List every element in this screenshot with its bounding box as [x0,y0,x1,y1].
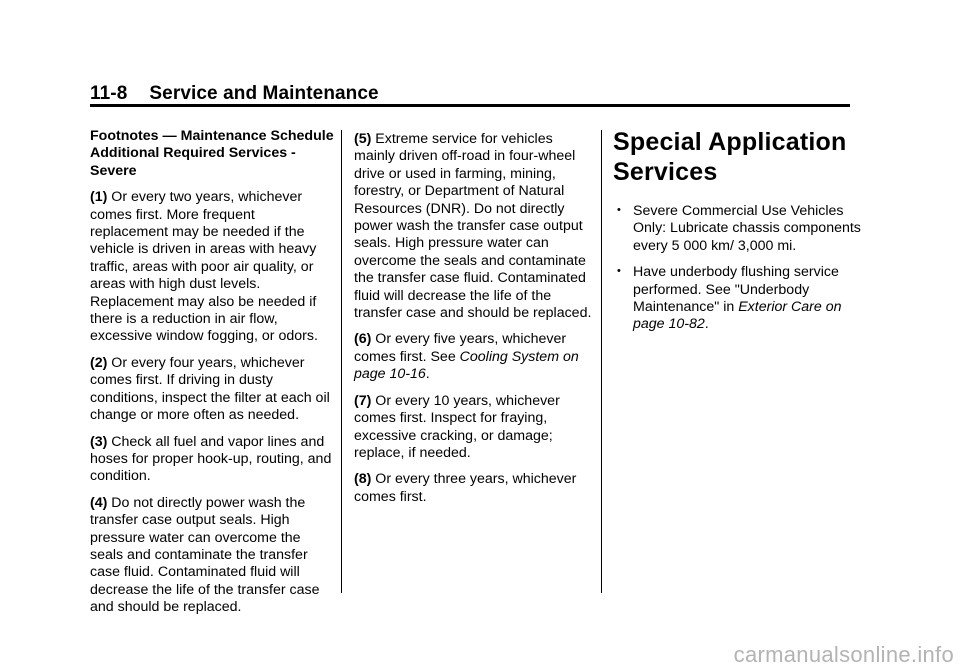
footnote-1 [90,189,335,346]
footnote-marker: (8) [354,471,372,488]
footnote-marker: (6) [354,331,372,348]
footnote-text: Extreme service for vehicles mainly driven off-road in four-wheel drive or used in farming, mining, forestry, or Department of Natural Resources (DNR). Do not directly power wash the transfer case output seals. High pressure water can overcome the seals and contaminate the transfer case fluid. Contaminated fluid will decrease the life of the transfer case and should be replaced. [354,131,592,322]
column-1 [90,128,335,626]
list-item [613,203,861,255]
footnote-text: Or every 10 years, whichever comes first. Inspect for fraying, excessive cracking, or damage; replace, if needed. [354,392,560,461]
column-divider-1 [341,130,342,593]
footnote-6 [354,331,592,383]
section-heading: Special Application Services [613,128,847,186]
footnote-marker: (7) [354,392,372,409]
footnote-5 [354,131,592,322]
footnotes-heading: Footnotes — Maintenance Schedule Additional Required Services - Severe [90,128,334,179]
footnote-marker: (3) [90,433,108,450]
footnote-text: Or every four years, whichever comes first. If driving in dusty conditions, inspect the filter at each oil change or more often as needed. [90,354,330,424]
footnote-marker: (5) [354,131,372,147]
bullet-icon: • [617,265,621,278]
footnote-text: Check all fuel and vapor lines and hoses for proper hook-up, routing, and condition. [90,433,332,485]
list-item-text: Have underbody flushing service performed. See "Underbody Maintenance" in [633,264,839,316]
footnote-text: Or every two years, whichever comes first. More frequent replacement may be needed if the vehicle is driven in areas with heavy traffic, areas with poor air quality, or areas with high dust levels. Replacement may also be needed if there is a reduction in air flow, excessive window fogging, or odors. [90,189,318,345]
footnote-8 [354,471,592,506]
header-rule [90,104,850,107]
column-3 [613,127,861,343]
watermark: carmanualsonline.info [733,642,954,667]
footnote-end: . [425,366,430,383]
footnote-4 [90,495,335,617]
footnote-7 [354,393,592,463]
section-title: Service and Maintenance [149,83,379,104]
bullet-icon: • [617,204,621,216]
services-list [613,203,861,334]
footnote-text: Or every five years, whichever comes first. See [354,331,567,365]
footnote-text: Do not directly power wash the transfer case output seals. High pressure water can overcome the seals and contaminate the transfer case fluid. Contaminated fluid will decrease the life of the transfer case and should be replaced. [90,494,320,616]
cross-reference-link[interactable]: Cooling System on page 10-16 [354,348,579,383]
page-number: 11-8 [90,83,128,104]
footnote-3 [90,434,335,486]
footnote-marker: (2) [90,354,108,371]
page-header [90,83,379,105]
footnote-text: Or every three years, whichever comes first. [354,471,577,505]
cross-reference-link[interactable]: Exterior Care on page 10-82 [633,299,842,333]
list-item [613,264,861,334]
column-divider-2 [601,130,602,593]
footnote-2 [90,355,335,425]
column-2 [354,131,592,515]
list-item-end: . [704,316,709,333]
list-item-text: Severe Commercial Use Vehicles Only: Lubricate chassis components every 5 000 km/ 3,000 mi. [633,203,861,254]
footnote-marker: (4) [90,494,108,511]
footnote-marker: (1) [90,189,108,206]
